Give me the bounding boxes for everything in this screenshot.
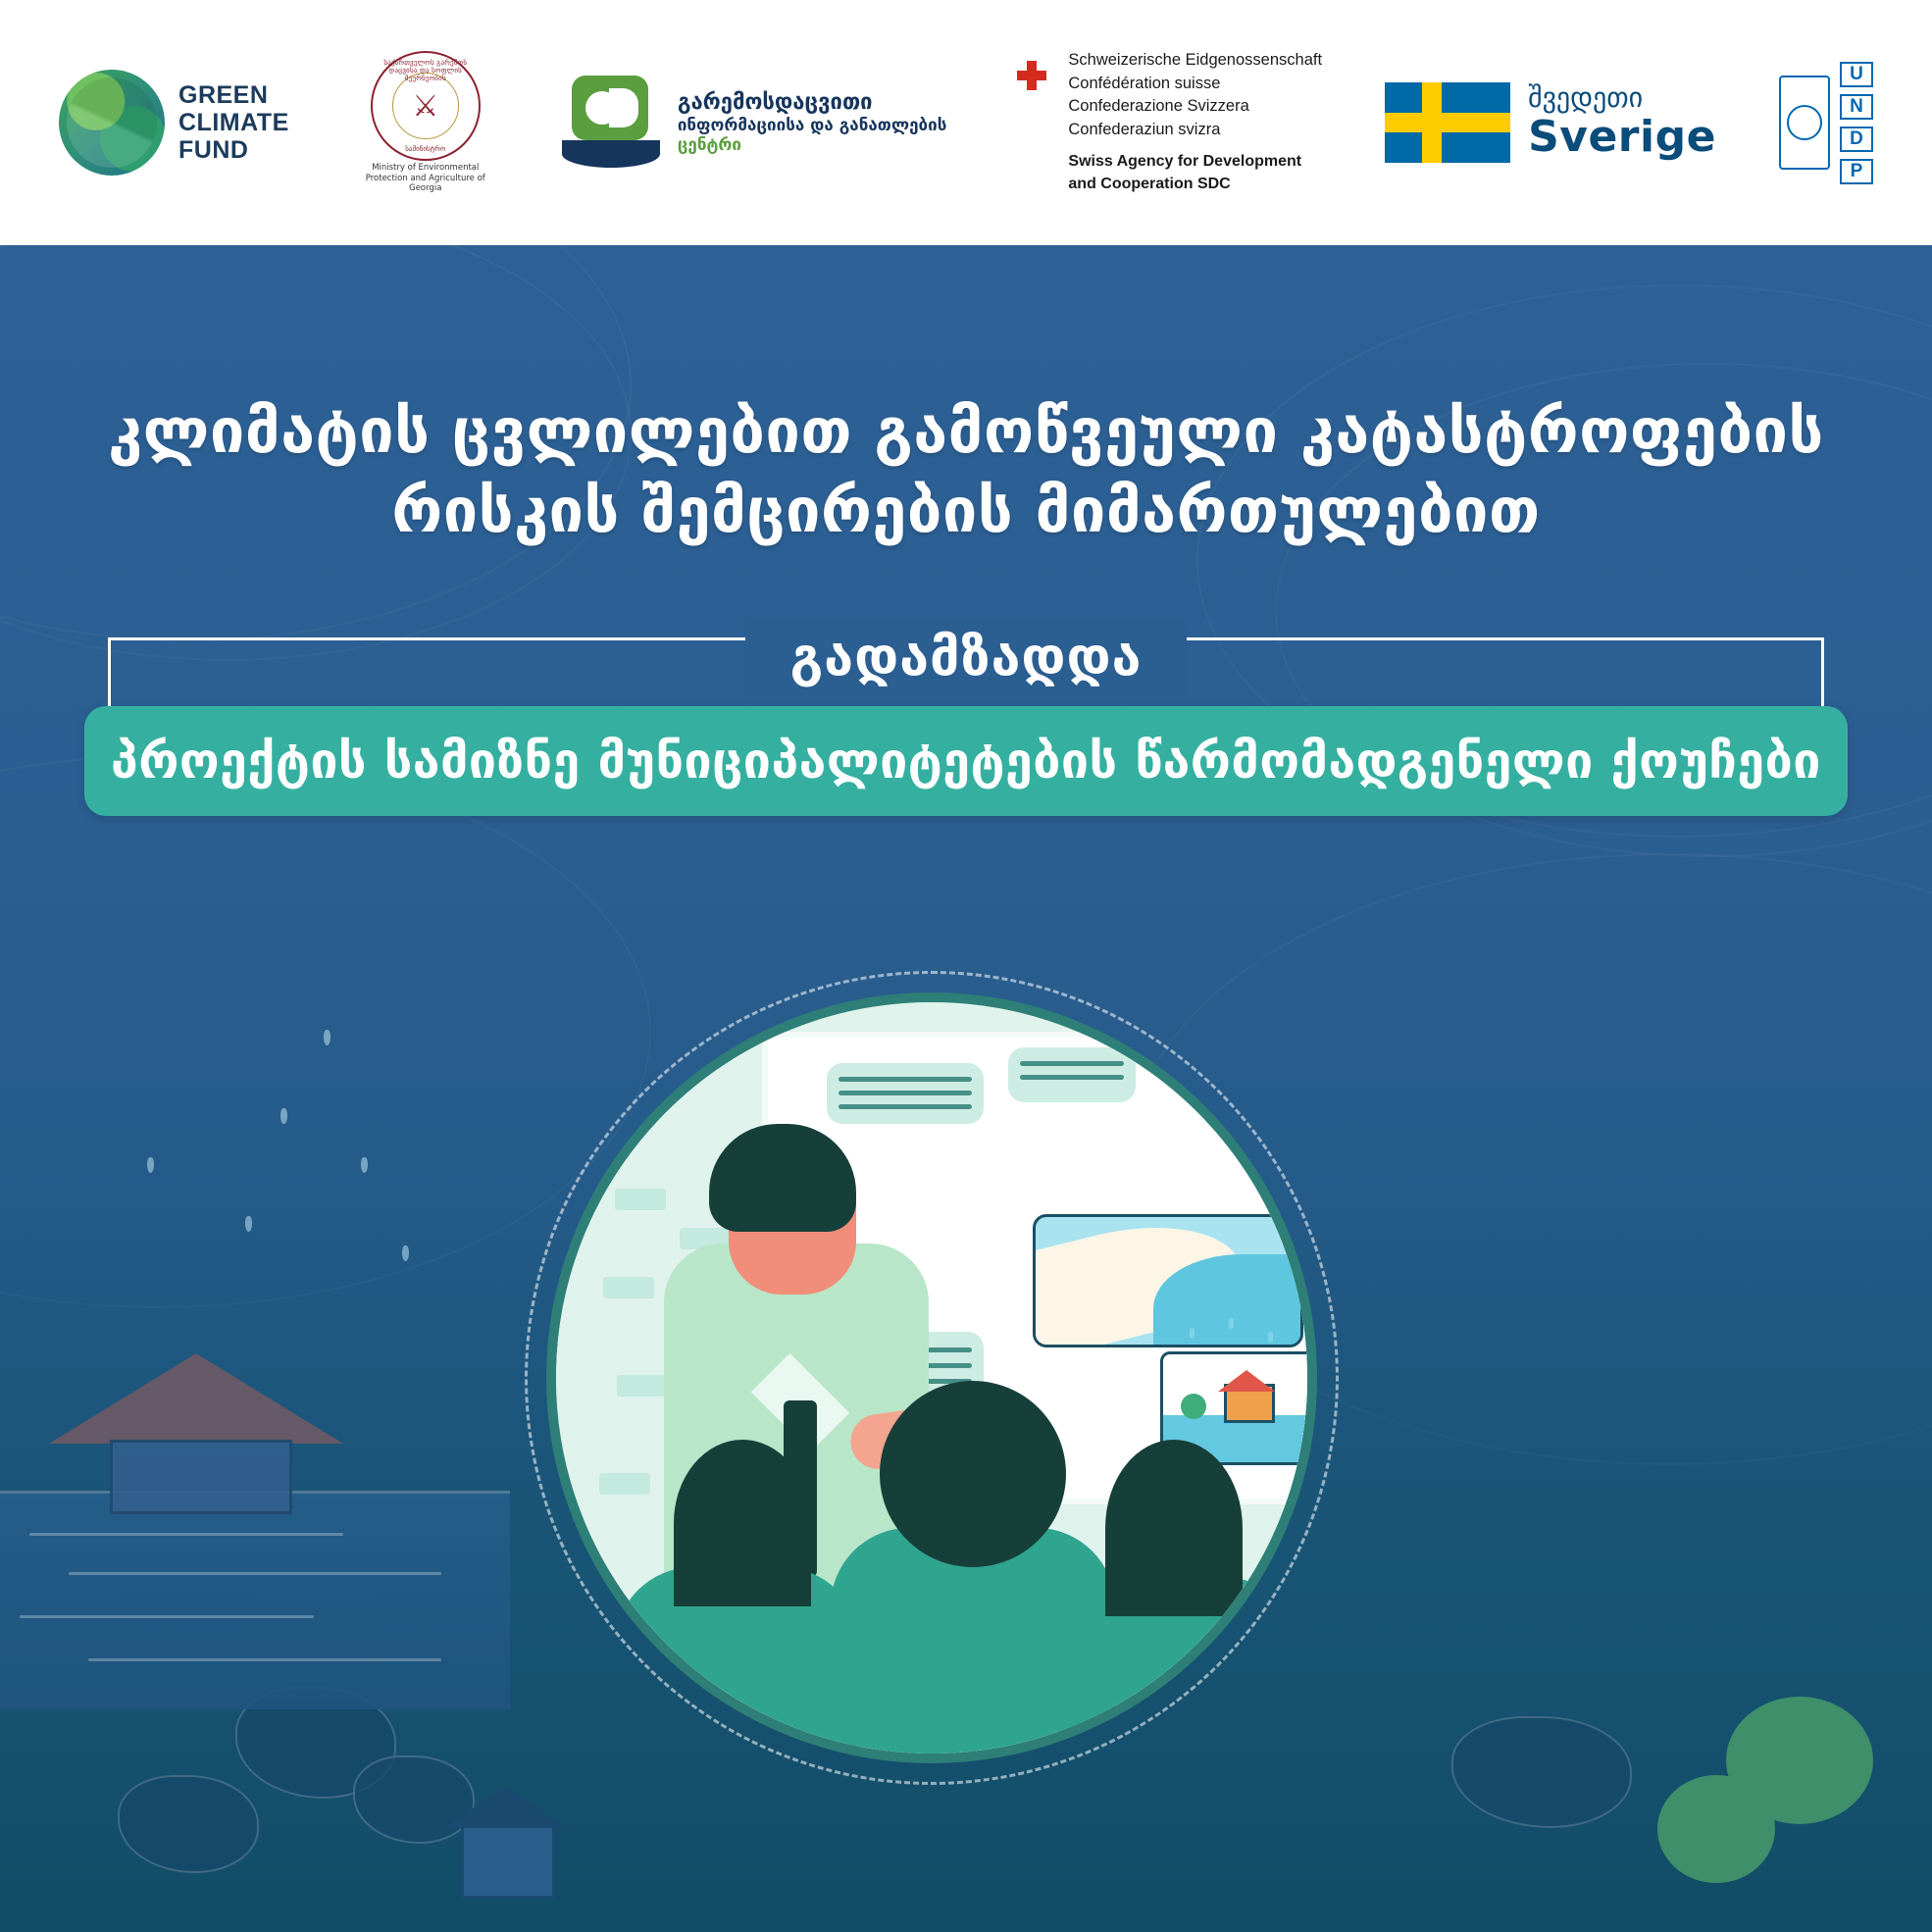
board-note [827, 1063, 984, 1124]
coat-of-arms-icon [371, 51, 481, 161]
swiss-line-4: Confederaziun svizra [1068, 120, 1221, 138]
audience-head [674, 1440, 811, 1606]
raindrop-icon [402, 1246, 409, 1261]
raindrop-icon [280, 1108, 287, 1124]
swiss-sdc-logo [1009, 49, 1322, 195]
gcf-line-2: CLIMATE [178, 109, 289, 136]
ministry-of-environment-logo [352, 51, 499, 194]
undp-letter-u: U [1840, 62, 1873, 87]
raindrop-icon [361, 1157, 368, 1173]
raindrop-icon [324, 1030, 330, 1045]
swedish-flag-icon [1385, 82, 1510, 163]
swiss-line-2: Confédération suisse [1068, 74, 1221, 92]
raindrop-icon [147, 1157, 154, 1173]
gcf-line-1: GREEN [178, 81, 269, 109]
globe-icon [59, 70, 165, 176]
sweden-logo [1385, 82, 1716, 163]
eiec-logo [562, 76, 947, 170]
bush-icon [1657, 1775, 1775, 1883]
board-note [1008, 1047, 1136, 1102]
undp-logo [1779, 62, 1873, 184]
gcf-line-3: FUND [178, 136, 249, 164]
ministry-seal-top-text: საქართველოს გარემოს დაცვისა და სოფლის მეურნეობის [383, 59, 468, 83]
subtitle-chip [0, 618, 1932, 695]
ministry-seal-bottom-text: სამინისტრო [405, 145, 446, 154]
raindrop-icon [245, 1216, 252, 1232]
flooded-house-illustration [49, 1314, 343, 1510]
swiss-line-3: Confederazione Svizzera [1068, 97, 1249, 116]
eiec-line-3: ცენტრი [677, 134, 741, 155]
undp-letter-n: N [1840, 94, 1873, 120]
undp-letter-d: D [1840, 127, 1873, 152]
partner-logo-bar [0, 0, 1932, 245]
wave-diagram-icon [1033, 1214, 1303, 1347]
swiss-flag-icon [1009, 53, 1054, 98]
sweden-label-en: Sverige [1528, 112, 1716, 163]
saint-george-emblem-icon: ⚔ [392, 73, 459, 139]
swiss-line-5: Swiss Agency for Development [1068, 153, 1302, 171]
audience-head [880, 1381, 1066, 1567]
eiec-wordmark [678, 90, 947, 155]
green-climate-fund-logo [59, 70, 289, 176]
floodwater-illustration [0, 1491, 510, 1709]
subtitle-text: გადამზადდა [745, 618, 1188, 695]
banner-text: პროექტის სამიზნე მუნიციპალიტეტების წარმომადგენელი ქოუჩები [111, 733, 1821, 789]
eiec-line-1: გარემოსდაცვითი [677, 89, 873, 115]
sweden-wordmark [1528, 83, 1716, 161]
swiss-wordmark [1068, 49, 1322, 195]
leaf-book-icon [562, 76, 664, 170]
swept-house-illustration [461, 1824, 555, 1899]
swept-house-roof [443, 1787, 567, 1828]
swiss-line-6: and Cooperation SDC [1068, 175, 1231, 192]
undp-letter-p: P [1840, 159, 1873, 184]
sweden-label-ka: შვედეთი [1528, 81, 1644, 115]
ministry-caption: Ministry of Environmental Protection and Agriculture of Georgia [365, 163, 485, 194]
illustration-scene [546, 992, 1317, 1763]
swiss-line-1: Schweizerische Eidgenossenschaft [1068, 51, 1323, 70]
poster-body [0, 245, 1932, 1932]
gcf-wordmark [178, 81, 289, 164]
training-presentation-illustration [525, 971, 1339, 1785]
undp-laurel-icon [1779, 76, 1830, 170]
eiec-line-2: ინფორმაციისა და განათლების [677, 115, 947, 135]
highlight-banner [84, 706, 1848, 816]
title-line-2: რისკის შემცირების მიმართულებით [391, 474, 1541, 546]
title-line-1: კლიმატის ცვლილებით გამოწვეული კატასტროფების [108, 395, 1824, 467]
poster-title [0, 392, 1932, 550]
audience-head [1105, 1440, 1243, 1616]
undp-letters [1840, 62, 1873, 184]
